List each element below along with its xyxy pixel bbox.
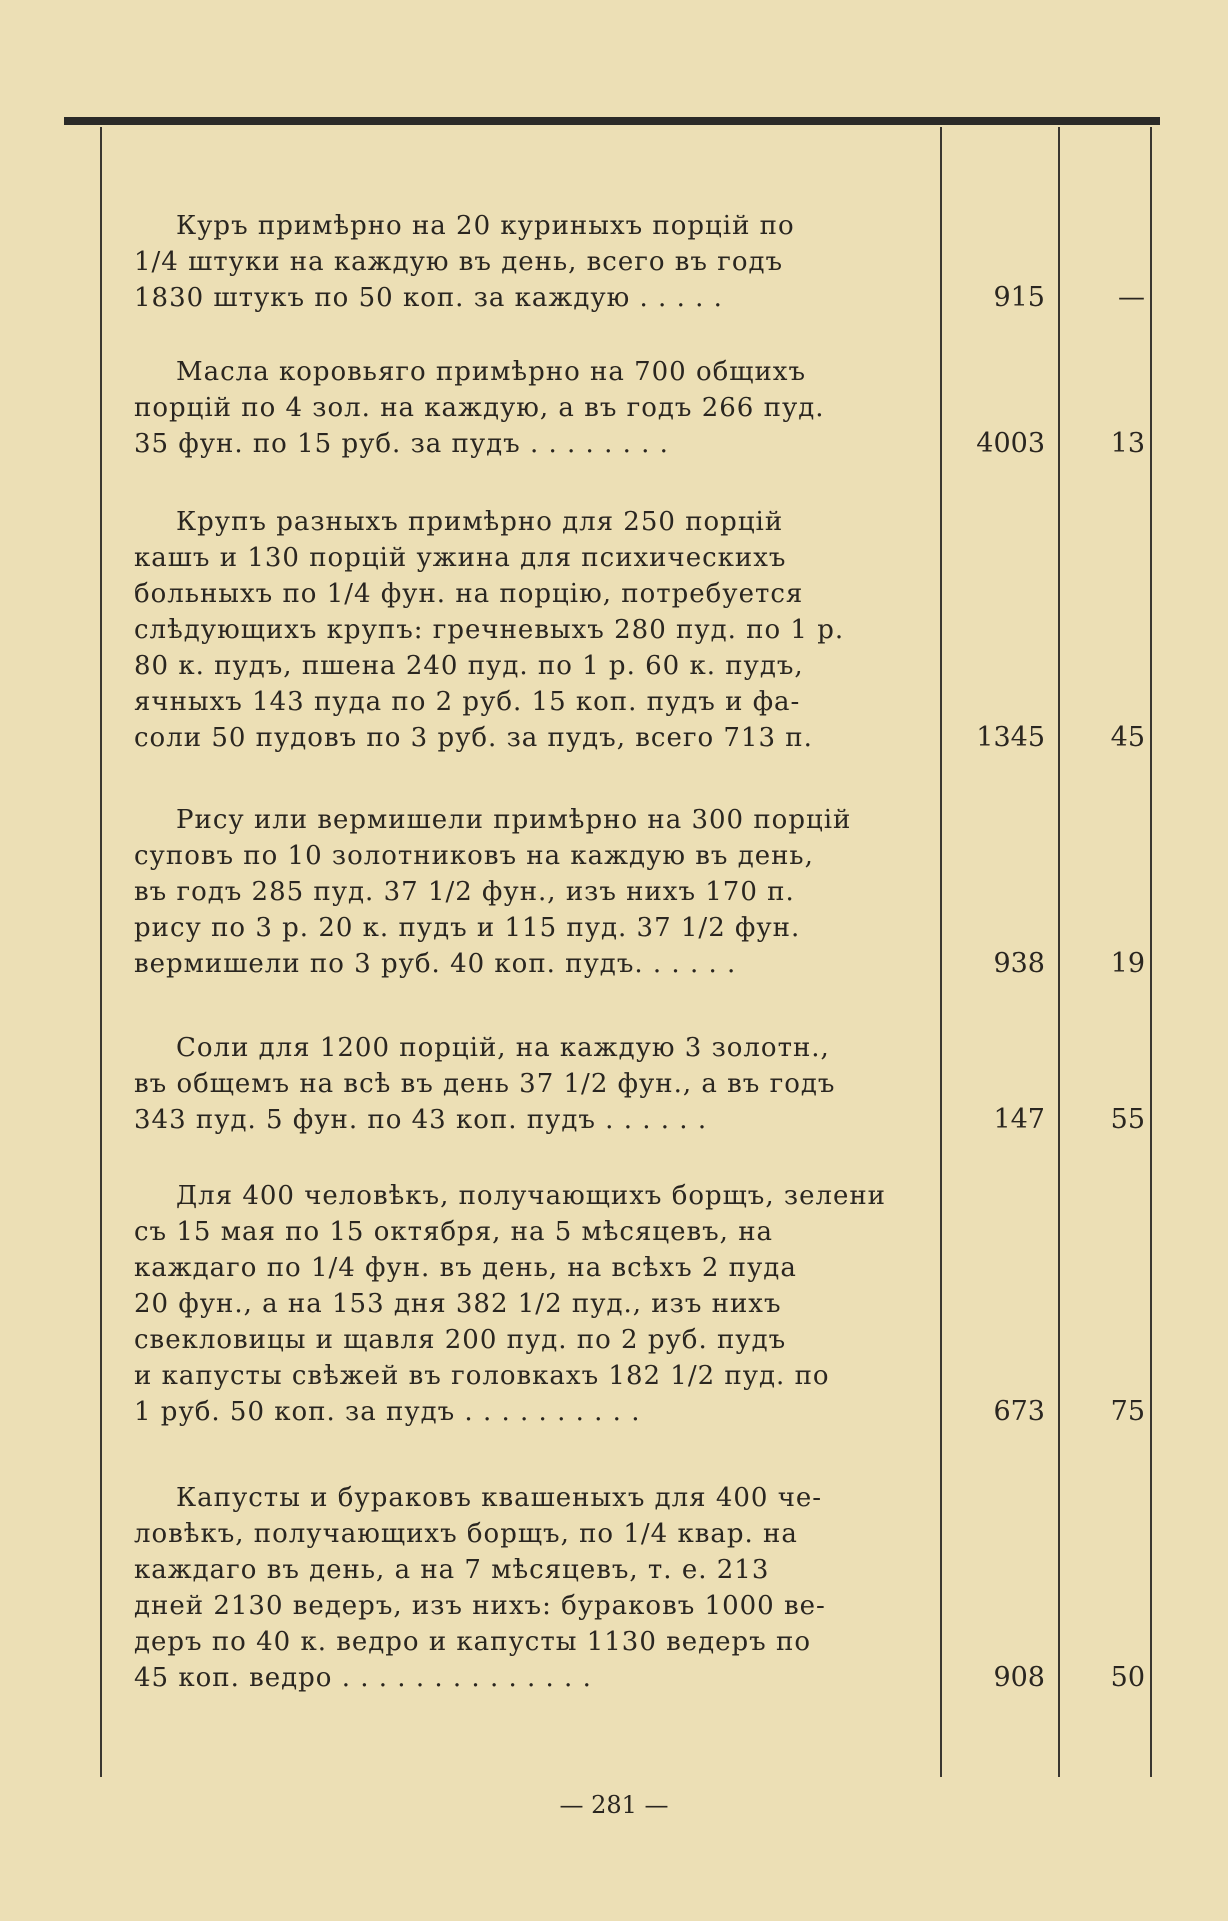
entry-line: 1/4 штуки на каждую въ день, всего въ годъ (134, 247, 784, 277)
entry-line: больныхъ по 1/4 фун. на порцію, потребуется (134, 579, 804, 609)
amount-kopecks: 13 (1110, 428, 1145, 459)
entry-line: съ 15 мая по 15 октября, на 5 мѣсяцевъ, на (134, 1217, 774, 1247)
amount-kopecks: 55 (1110, 1104, 1145, 1135)
entry-line: 20 фун., а на 153 дня 382 1/2 пуд., изъ нихъ (134, 1289, 782, 1319)
entry-line: вермишели по 3 руб. 40 коп. пудъ. . . . . . (134, 949, 737, 979)
entry-line: Крупъ разныхъ примѣрно для 250 порцій (176, 507, 784, 537)
entry-line: порцій по 4 зол. на каждую, а въ годъ 266 пуд. (134, 393, 825, 423)
amount-rubles: 915 (993, 282, 1045, 313)
amount-kopecks: 75 (1110, 1396, 1145, 1427)
entry-line: каждаго по 1/4 фун. въ день, на всѣхъ 2 пуда (134, 1253, 797, 1283)
amount-kopecks: — (1118, 282, 1145, 313)
entry-line: въ общемъ на всѣ въ день 37 1/2 фун., а въ годъ (134, 1069, 836, 1099)
amount-rubles: 908 (993, 1662, 1045, 1693)
entry-line: 1830 штукъ по 50 коп. за каждую . . . . . (134, 283, 723, 313)
entry-line: кашъ и 130 порцій ужина для психическихъ (134, 543, 787, 573)
entry-line: Куръ примѣрно на 20 куриныхъ порцій по (176, 211, 795, 241)
entry-line: Масла коровьяго примѣрно на 700 общихъ (176, 357, 806, 387)
entry-line: 80 к. пудъ, пшена 240 пуд. по 1 р. 60 к. пудъ, (134, 651, 804, 681)
entry-line: 45 коп. ведро . . . . . . . . . . . . . . (134, 1663, 592, 1693)
right-border (1150, 127, 1152, 1777)
entry-line: ловѣкъ, получающихъ борщъ, по 1/4 квар. на (134, 1519, 798, 1549)
entry-line: рису по 3 р. 20 к. пудъ и 115 пуд. 37 1/2 фун. (134, 913, 801, 943)
amount-rubles: 938 (993, 948, 1045, 979)
amount-kopecks: 19 (1110, 948, 1145, 979)
entry-line: въ годъ 285 пуд. 37 1/2 фун., изъ нихъ 170 п. (134, 877, 795, 907)
kopecks-column-rule (1058, 127, 1060, 1777)
entry-line: Для 400 человѣкъ, получающихъ борщъ, зелени (176, 1181, 887, 1211)
top-rule (64, 117, 1160, 125)
entry-line: каждаго въ день, а на 7 мѣсяцевъ, т. е. 213 (134, 1555, 770, 1585)
entry-line: ячныхъ 143 пуда по 2 руб. 15 коп. пудъ и фа- (134, 687, 801, 717)
left-border (100, 127, 102, 1777)
amount-rubles: 147 (993, 1104, 1045, 1135)
entry-line: свекловицы и щавля 200 пуд. по 2 руб. пудъ (134, 1325, 787, 1355)
amount-rubles: 1345 (976, 722, 1045, 753)
entry-line: и капусты свѣжей въ головкахъ 182 1/2 пуд. по (134, 1361, 830, 1391)
entry-line: 35 фун. по 15 руб. за пудъ . . . . . . . . (134, 429, 669, 459)
entry-line: Рису или вермишели примѣрно на 300 порцій (176, 805, 852, 835)
rubles-column-rule (940, 127, 942, 1777)
amount-rubles: 4003 (976, 428, 1045, 459)
entry-line: соли 50 пудовъ по 3 руб. за пудъ, всего 713 п. (134, 723, 813, 753)
entry-line: суповъ по 10 золотниковъ на каждую въ день, (134, 841, 814, 871)
amount-rubles: 673 (993, 1396, 1045, 1427)
entry-line: Капусты и бураковъ квашеныхъ для 400 че- (176, 1483, 823, 1513)
entry-line: дней 2130 ведеръ, изъ нихъ: бураковъ 1000 ве- (134, 1591, 826, 1621)
amount-kopecks: 45 (1110, 722, 1145, 753)
entry-line: деръ по 40 к. ведро и капусты 1130 ведеръ по (134, 1627, 811, 1657)
page-number: — 281 — (559, 1791, 669, 1819)
entry-line: 343 пуд. 5 фун. по 43 коп. пудъ . . . . . . (134, 1105, 708, 1135)
amount-kopecks: 50 (1110, 1662, 1145, 1693)
entry-line: 1 руб. 50 коп. за пудъ . . . . . . . . . . (134, 1397, 641, 1427)
entry-line: Соли для 1200 порцій, на каждую 3 золотн., (176, 1033, 830, 1063)
entry-line: слѣдующихъ крупъ: гречневыхъ 280 пуд. по 1 р. (134, 615, 845, 645)
